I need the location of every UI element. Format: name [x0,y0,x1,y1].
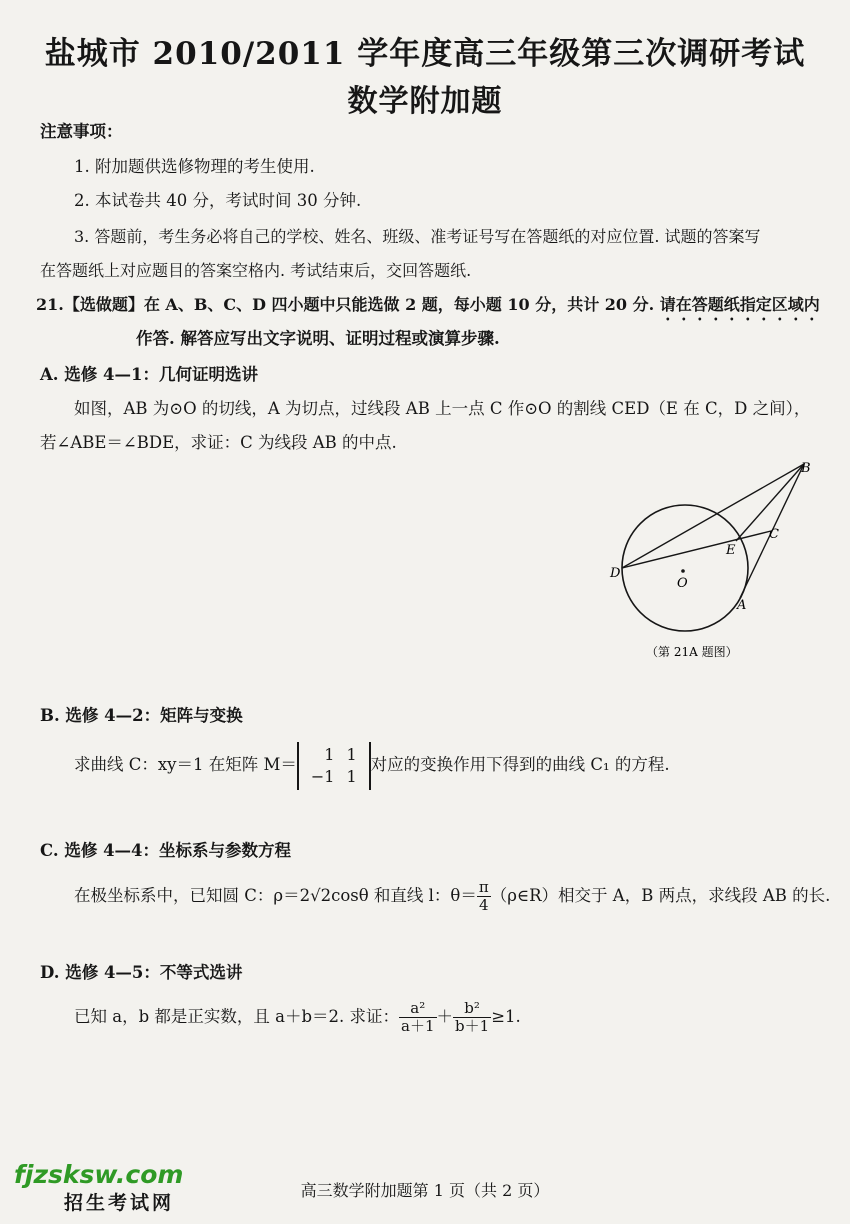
plus-sign: ＋ [436,1007,454,1026]
part-a-heading: A. 选修 4—1：几何证明选讲 [40,365,258,384]
fraction-den: b＋1 [455,1017,490,1035]
notice-item-2: 2. 本试卷共 40 分，考试时间 30 分钟. [74,191,362,210]
part-d-body [74,994,521,1040]
label-b: B [801,461,811,476]
notice-item-1: 1. 附加题供选修物理的考生使用. [74,157,315,176]
site-logo-subtitle: 招生考试网 [64,1192,175,1214]
part-c-heading: C. 选修 4—4：坐标系与参数方程 [40,841,292,860]
part-b-pre: 求曲线 C：xy＝1 在矩阵 M＝ [74,755,297,774]
matrix-cell: −1 [310,766,335,786]
part-a-line1: 如图，AB 为⊙O 的切线，A 为切点，过线段 AB 上一点 C 作⊙O 的割线 CED（E 在 C，D 之间）， [74,399,811,418]
site-logo: fjzsksw.com [14,1160,184,1189]
line-dc [622,531,771,568]
label-d: D [610,566,621,581]
page-footer: 高三数学附加题第 1 页（共 2 页） [300,1181,550,1200]
fraction-num: a² [399,1000,437,1018]
center-point [681,569,685,573]
matrix-cell: 1 [346,766,357,786]
part-d-pre: 已知 a，b 都是正实数，且 a＋b＝2. 求证： [74,1007,400,1026]
fraction-pi-4 [477,879,491,914]
page-title: 盐城市 2010/2011 学年度高三年级第三次调研考试 [44,36,806,72]
q21-dotted-text: 请在答题纸指定区域内 [659,295,820,314]
figure-caption: （第 21A 题图） [646,645,738,659]
part-d-heading: D. 选修 4—5：不等式选讲 [40,963,243,982]
part-b-heading: B. 选修 4—2：矩阵与变换 [40,706,243,725]
part-c-pre: 在极坐标系中，已知圆 C：ρ＝2√2cosθ 和直线 l：θ＝ [74,886,477,905]
matrix-m [297,742,371,790]
part-b-post: 对应的变换作用下得到的曲线 C₁ 的方程. [370,755,670,774]
part-c-post: （ρ∈R）相交于 A，B 两点，求线段 AB 的长. [490,886,831,905]
part-a-line2: 若∠ABE＝∠BDE，求证：C 为线段 AB 的中点. [40,433,397,452]
matrix-cell: 1 [346,744,357,764]
q21-label: 21.【选做题】 [36,295,144,314]
notice-heading: 注意事项： [40,122,123,141]
matrix-cell: 1 [324,744,335,764]
notice-item-3: 3. 答题前，考生务必将自己的学校、姓名、班级、准考证号写在答题纸的对应位置. 试题的答案写 [74,227,761,246]
fraction-a [399,1000,437,1035]
label-o: O [677,576,688,591]
circle-o [622,505,748,631]
label-e: E [726,543,736,558]
fraction-den: 4 [479,896,489,914]
notice-item-3-cont: 在答题纸上对应题目的答案空格内. 考试结束后，交回答题纸. [40,261,472,280]
fraction-den: a＋1 [401,1017,435,1035]
part-c-body [74,874,830,918]
page-subtitle: 数学附加题 [347,84,503,119]
part-d-post: ≥1. [491,1007,521,1026]
q21-intro-text: 在 A、B、C、D 四小题中只能选做 2 题，每小题 10 分，共计 20 分. [143,295,660,314]
label-c: C [769,527,779,542]
fraction-b [453,1000,491,1035]
label-a: A [737,598,747,613]
q21-intro-line2: 作答. 解答应写出文字说明、证明过程或演算步骤. [136,329,500,348]
fraction-num: π [478,878,489,896]
fraction-num: b² [453,1000,491,1018]
part-b-body [74,738,670,792]
